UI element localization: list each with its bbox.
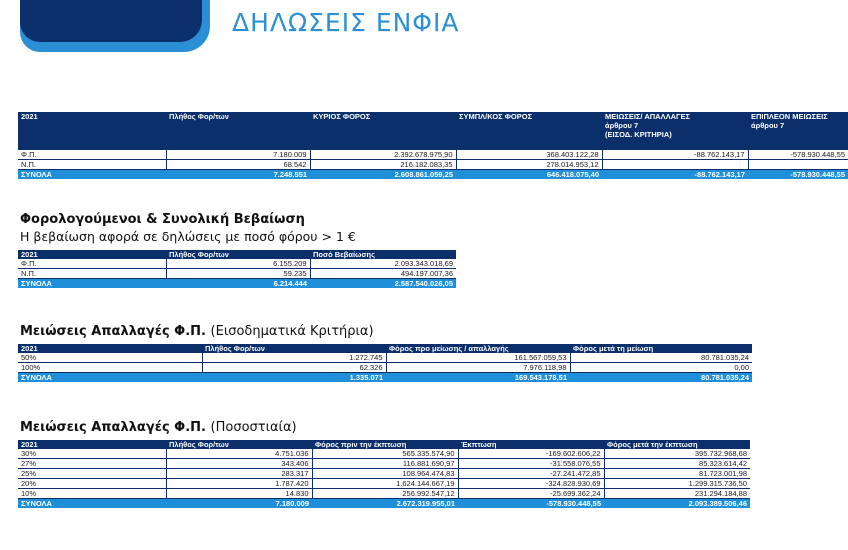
table-cell: 2.093.343.018,69 — [310, 259, 456, 269]
table-cell: -169.602.606,22 — [458, 449, 604, 459]
total-cell: 1.335.071 — [202, 373, 386, 383]
table-cell: 161.567.059,53 — [386, 353, 570, 363]
table-cell — [602, 160, 748, 170]
total-cell: 2.587.540.026,05 — [310, 279, 456, 289]
header-banner — [0, 0, 210, 52]
table-total-row — [18, 499, 750, 509]
table-cell: 0,00 — [570, 363, 752, 373]
table-header-row — [18, 344, 752, 353]
col-year: 2021 — [18, 250, 166, 259]
table-row — [18, 160, 848, 170]
table-cell: -25.699.362,24 — [458, 489, 604, 499]
income-criteria-table — [18, 344, 752, 382]
table-cell: 100% — [18, 363, 202, 373]
table-cell: 4.751.036 — [166, 449, 312, 459]
table-row — [18, 479, 750, 489]
table-row — [18, 150, 848, 160]
section-title-qualifier: (Εισοδηματικά Κριτήρια) — [210, 324, 374, 339]
table-cell: 7.976.118,98 — [386, 363, 570, 373]
section-title-certification: Φορολογούμενοι & Συνολική Βεβαίωση — [20, 212, 305, 227]
table-cell: 494.197.007,36 — [310, 269, 456, 279]
percentage-discount-table — [18, 440, 750, 508]
col-reductions: ΜΕΙΩΣΕΙΣ/ ΑΠΑΛΛΑΓΕΣ άρθρου 7 (ΕΙΣΟΔ. ΚΡΙΤΗΡΙΑ) — [602, 112, 748, 150]
table-cell: 1.299.315.736,50 — [604, 479, 750, 489]
table-cell: 368.403.122,28 — [456, 150, 602, 160]
table-cell: 1.624.144.667,19 — [312, 479, 458, 489]
table-cell: 7.180.009 — [166, 150, 310, 160]
table-total-row — [18, 170, 848, 180]
table-cell: 14.830 — [166, 489, 312, 499]
table-row — [18, 469, 750, 479]
table-cell: 81.723.001,98 — [604, 469, 750, 479]
col-main-tax: ΚΥΡΙΟΣ ΦΟΡΟΣ — [310, 112, 456, 150]
col-tax-after: Φόρος μετά την έκπτωση — [604, 440, 750, 449]
table-cell: 80.781.035,24 — [570, 353, 752, 363]
table-cell: -88.762.143,17 — [602, 150, 748, 160]
table-cell: 50% — [18, 353, 202, 363]
table-row — [18, 363, 752, 373]
table-header-row — [18, 250, 456, 259]
col-amount: Ποσό Βεβαίωσης — [310, 250, 456, 259]
table-cell: 108.964.474,83 — [312, 469, 458, 479]
total-cell: 80.781.035,24 — [570, 373, 752, 383]
total-cell: 646.418.075,40 — [456, 170, 602, 180]
section-title-text: Μειώσεις Απαλλαγές Φ.Π. — [20, 420, 206, 435]
main-table-header-row — [18, 112, 848, 150]
total-cell: ΣΥΝΟΛΑ — [18, 170, 166, 180]
table-cell: Ν.Π. — [18, 160, 166, 170]
table-cell: -324.828.930,69 — [458, 479, 604, 489]
table-cell: 395.732.968,68 — [604, 449, 750, 459]
certification-table — [18, 250, 456, 288]
table-cell: 231.294.184,88 — [604, 489, 750, 499]
col-discount: Έκπτωση — [458, 440, 604, 449]
table-cell: 85.323.614,42 — [604, 459, 750, 469]
table-cell: -27.241.472,85 — [458, 469, 604, 479]
table-cell: 10% — [18, 489, 166, 499]
col-tax-before: Φόρος πριν την έκπτωση — [312, 440, 458, 449]
table-header-row — [18, 440, 750, 449]
total-cell: 6.214.444 — [166, 279, 310, 289]
table-row — [18, 489, 750, 499]
total-cell: 2.093.389.506,46 — [604, 499, 750, 509]
total-cell: 2.608.861.059,25 — [310, 170, 456, 180]
section-title-percentage — [20, 420, 297, 435]
table-total-row — [18, 373, 752, 383]
total-cell: 7.248.551 — [166, 170, 310, 180]
col-count: Πλήθος Φορ/των — [166, 112, 310, 150]
table-row — [18, 449, 750, 459]
total-cell: -578.930.448,55 — [458, 499, 604, 509]
table-cell: Φ.Π. — [18, 150, 166, 160]
table-cell: 278.014.953,12 — [456, 160, 602, 170]
table-cell: 343.406 — [166, 459, 312, 469]
table-cell: 6.155.209 — [166, 259, 310, 269]
total-cell: 169.543.178,51 — [386, 373, 570, 383]
table-row — [18, 353, 752, 363]
total-cell: 7.180.009 — [166, 499, 312, 509]
table-cell: -31.558.076,55 — [458, 459, 604, 469]
table-row — [18, 459, 750, 469]
table-row — [18, 259, 456, 269]
table-cell: 1.787.420 — [166, 479, 312, 489]
table-cell: 565.335.574,90 — [312, 449, 458, 459]
col-tax-after: Φόρος μετά τη μείωση — [570, 344, 752, 353]
section-title-income-criteria — [20, 324, 374, 339]
table-cell: 1.272.745 — [202, 353, 386, 363]
total-cell: ΣΥΝΟΛΑ — [18, 499, 166, 509]
table-cell: 2.392.678.975,90 — [310, 150, 456, 160]
col-count: Πλήθος Φορ/των — [166, 250, 310, 259]
table-cell: Φ.Π. — [18, 259, 166, 269]
table-cell: 68.542 — [166, 160, 310, 170]
col-year: 2021 — [18, 112, 166, 150]
table-cell: 256.992.547,12 — [312, 489, 458, 499]
table-cell: 30% — [18, 449, 166, 459]
col-year: 2021 — [18, 344, 202, 353]
table-cell: 62.326 — [202, 363, 386, 373]
col-year: 2021 — [18, 440, 166, 449]
section-title-text: Μειώσεις Απαλλαγές Φ.Π. — [20, 324, 206, 339]
table-cell: 116.881.690,97 — [312, 459, 458, 469]
total-cell: 2.672.319.955,01 — [312, 499, 458, 509]
col-count: Πλήθος Φορ/των — [166, 440, 312, 449]
section-subtitle-certification: Η βεβαίωση αφορά σε δηλώσεις με ποσό φόρου > 1 € — [20, 229, 356, 244]
total-cell: -88.762.143,17 — [602, 170, 748, 180]
main-summary-table — [18, 112, 848, 179]
table-cell: 59.235 — [166, 269, 310, 279]
col-supp-tax: ΣΥΜΠΛ/ΚΟΣ ΦΟΡΟΣ — [456, 112, 602, 150]
col-extra-reductions: ΕΠΙΠΛΕΟΝ ΜΕΙΩΣΕΙΣ άρθρου 7 — [748, 112, 848, 150]
total-cell: -578.930.448,55 — [748, 170, 848, 180]
section-title-qualifier: (Ποσοστιαία) — [210, 420, 297, 435]
total-cell: ΣΥΝΟΛΑ — [18, 279, 166, 289]
table-cell: 283.317 — [166, 469, 312, 479]
table-cell: 27% — [18, 459, 166, 469]
table-cell: Ν.Π. — [18, 269, 166, 279]
table-total-row — [18, 279, 456, 289]
table-cell: 216.182.083,35 — [310, 160, 456, 170]
table-cell — [748, 160, 848, 170]
banner-dark-shape — [20, 0, 202, 42]
total-cell: ΣΥΝΟΛΑ — [18, 373, 202, 383]
table-row — [18, 269, 456, 279]
page-title: ΔΗΛΩΣΕΙΣ ΕΝΦΙΑ — [232, 8, 460, 37]
col-count: Πλήθος Φορ/των — [202, 344, 386, 353]
col-tax-before: Φόρος προ μείωσης / απαλλαγής — [386, 344, 570, 353]
table-cell: 20% — [18, 479, 166, 489]
table-cell: -578.930.448,55 — [748, 150, 848, 160]
table-cell: 25% — [18, 469, 166, 479]
